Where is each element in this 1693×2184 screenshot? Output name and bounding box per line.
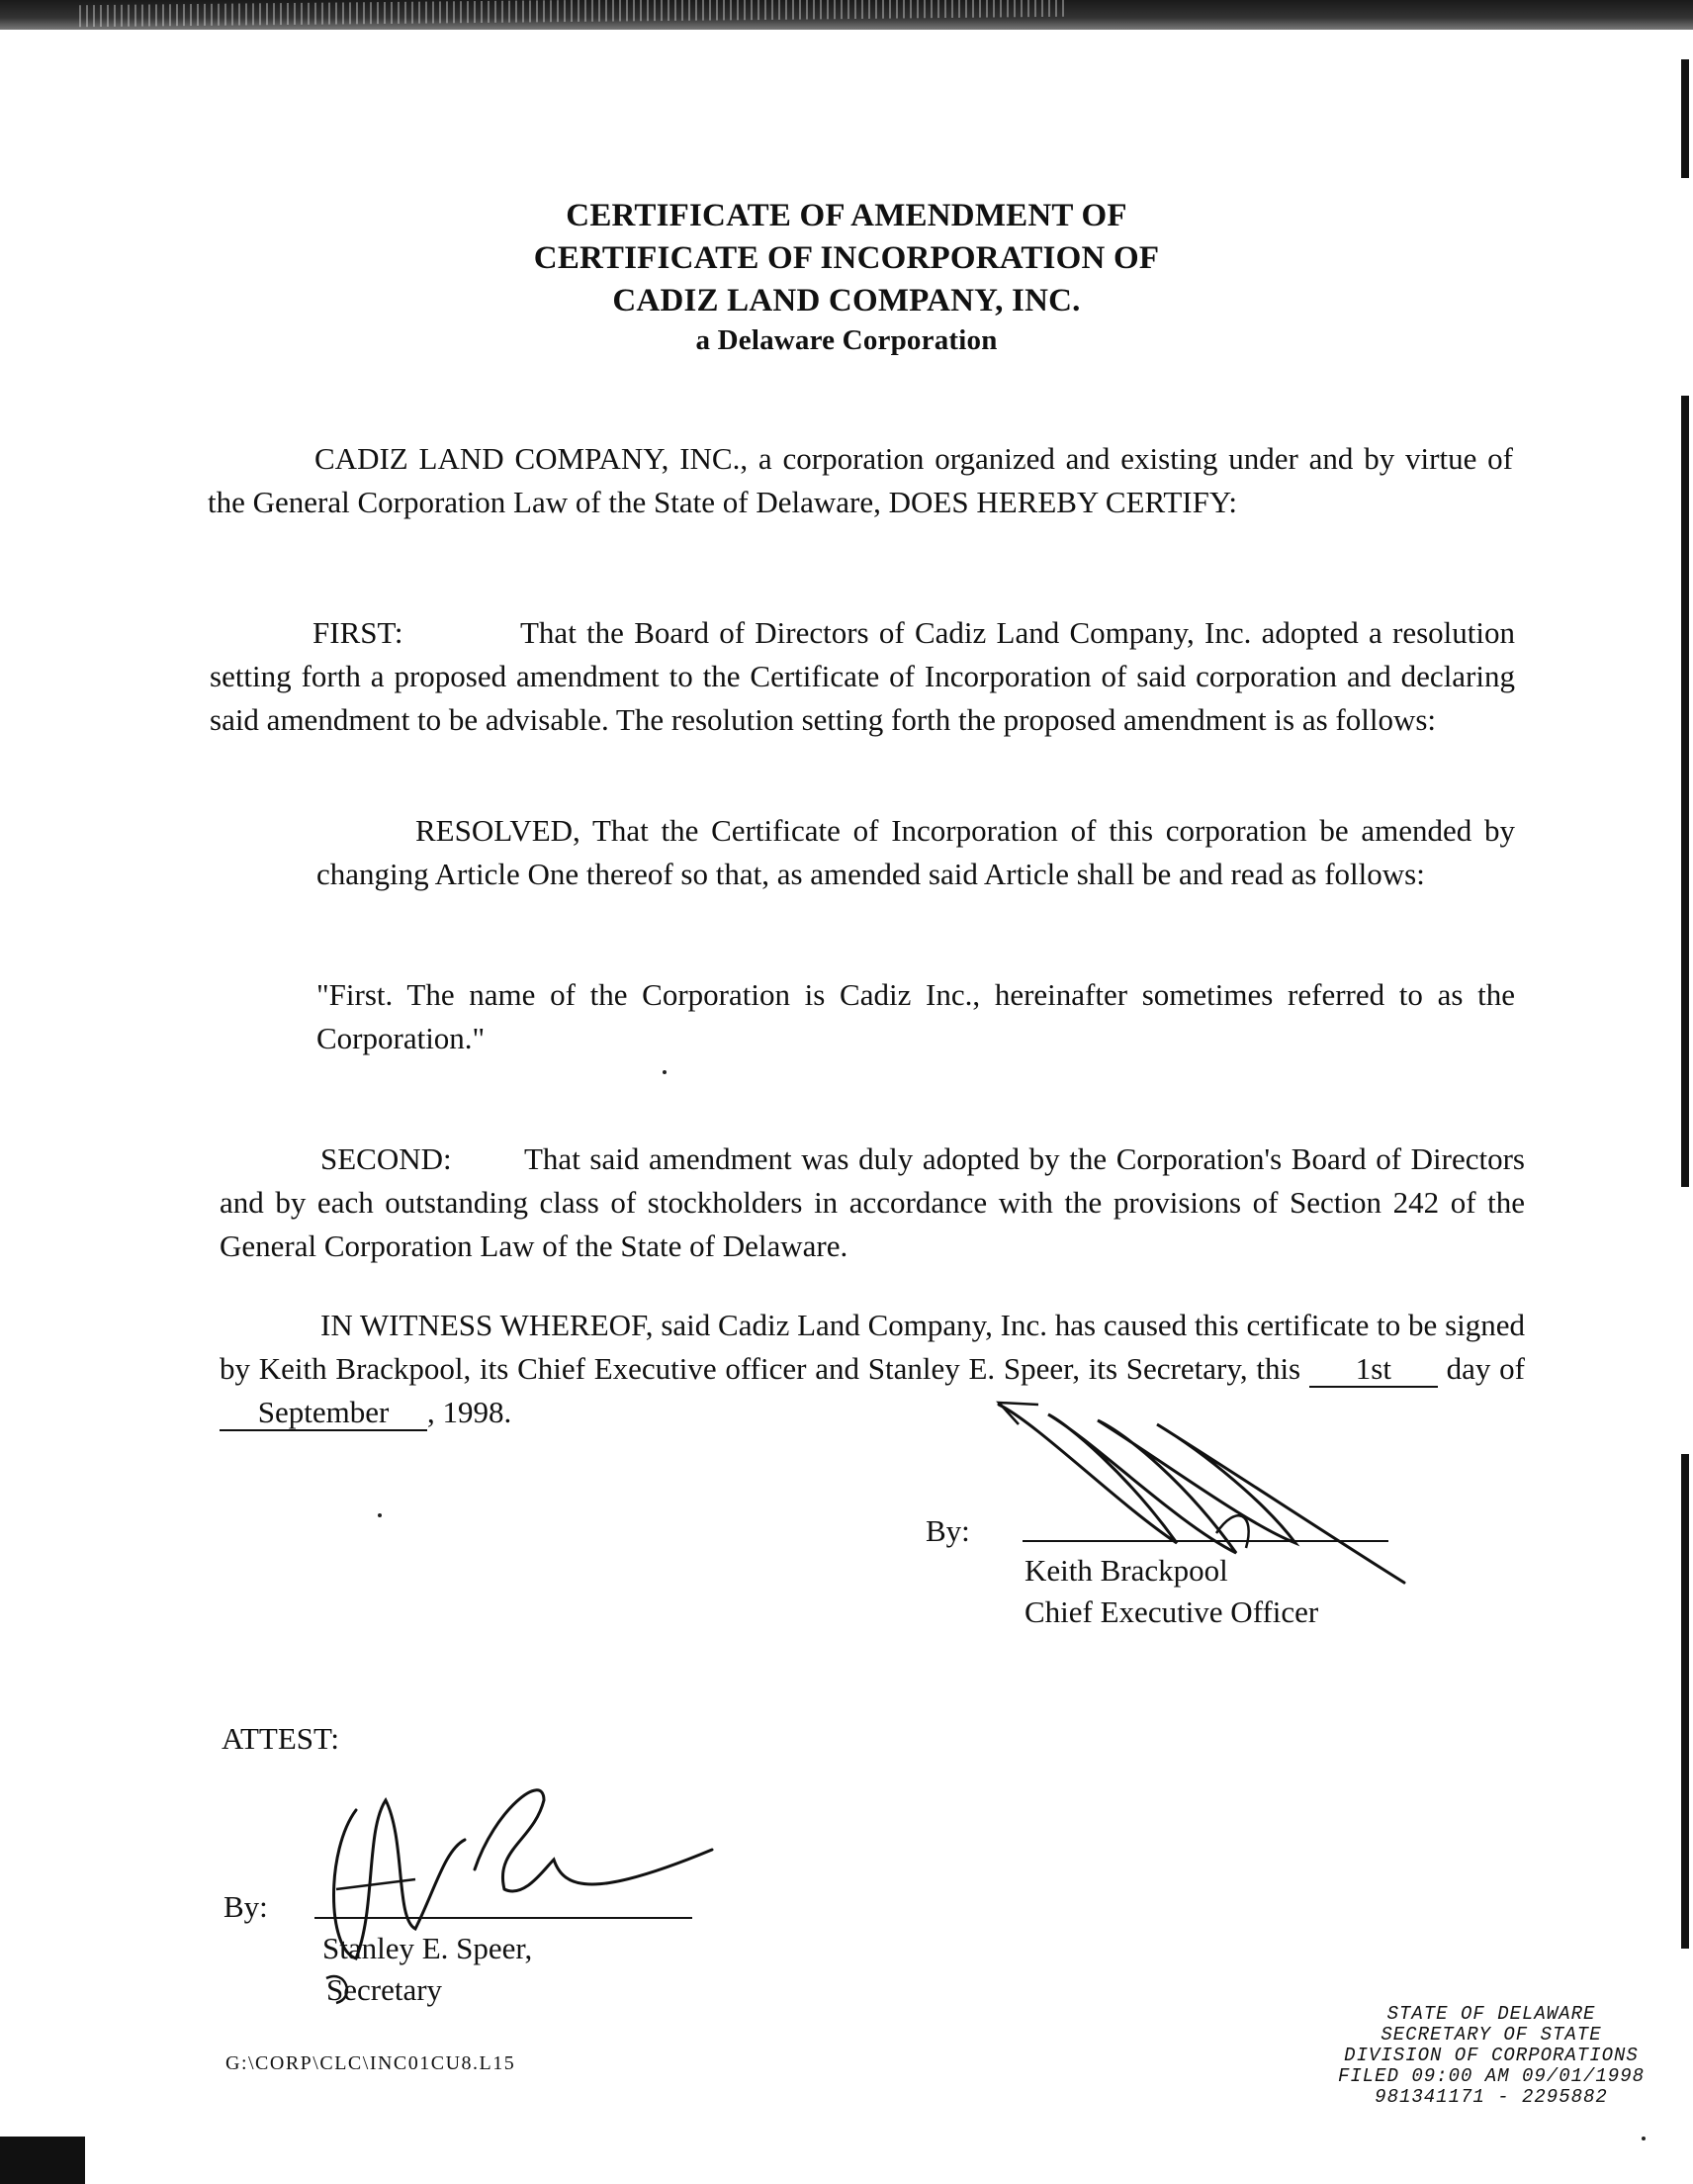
secretary-title: Secretary [326, 1972, 443, 2007]
witness-year: , 1998. [427, 1395, 512, 1429]
scan-speck [1642, 2137, 1646, 2140]
filing-stamp [1303, 2004, 1679, 2108]
ceo-title: Chief Executive Officer [1025, 1594, 1319, 1629]
first-paragraph [210, 611, 1515, 742]
first-label: FIRST: [312, 615, 403, 650]
second-label: SECOND: [320, 1141, 452, 1176]
document-title-line-3: CADIZ LAND COMPANY, INC. [612, 283, 1081, 318]
first-text: That the Board of Directors of Cadiz Land Company, Inc. adopted a resolution setting forth a proposed amendment to the Certificate of Incorporation of said corporation and declaring said amendment to be advisable. The resolution setting forth the proposed amendment is as follows: [210, 615, 1515, 737]
intro-paragraph: CADIZ LAND COMPANY, INC., a corporation organized and existing under and by virtue of the General Corporation Law of the State of Delaware, DOES HEREBY CERTIFY: [208, 441, 1513, 519]
document-file-path: G:\CORP\CLC\INC01CU8.L15 [225, 2052, 516, 2074]
stamp-line-secretary: SECRETARY OF STATE [1381, 2024, 1602, 2046]
attest-label: ATTEST: [222, 1721, 340, 1756]
scan-corner-mark [0, 2137, 85, 2184]
stamp-line-filed: FILED 09:00 AM 09/01/1998 [1337, 2065, 1646, 2087]
stamp-line-numbers: 981341171 - 2295882 [1375, 2086, 1608, 2108]
scan-speck [663, 1070, 667, 1074]
secretary-name: Stanley E. Speer, [322, 1931, 533, 1965]
scan-right-edge [1681, 59, 1689, 178]
scan-right-edge [1681, 396, 1689, 1187]
stamp-line-division: DIVISION OF CORPORATIONS [1344, 2045, 1639, 2066]
attest-by-label: By: [223, 1889, 268, 1924]
second-paragraph [220, 1138, 1525, 1268]
witness-day: 1st [1309, 1352, 1438, 1388]
witness-text: IN WITNESS WHEREOF, said Cadiz Land Company, Inc. has caused this certificate to be signed by Keith Brackpool, its Chief Executive officer and Stanley E. Speer, its Secretary, this [220, 1308, 1525, 1386]
ceo-name: Keith Brackpool [1025, 1553, 1228, 1588]
document-subtitle: a Delaware Corporation [695, 324, 998, 356]
second-text: That said amendment was duly adopted by the Corporation's Board of Directors and by each outstanding class of stockholders in accordance with the provisions of Section 242 of the General Corporation Law of the State of Delaware. [220, 1141, 1525, 1263]
resolved-paragraph: RESOLVED, That the Certificate of Incorporation of this corporation be amended by changing Article One thereof so that, as amended said Article shall be and read as follows: [316, 813, 1515, 891]
witness-day-of: day of [1446, 1351, 1525, 1386]
scan-speck [378, 1513, 382, 1517]
document-title-line-2: CERTIFICATE OF INCORPORATION OF [533, 240, 1160, 276]
article-one-quote: "First. The name of the Corporation is Cadiz Inc., hereinafter sometimes referred to as the Corporation." [316, 977, 1515, 1055]
scan-right-edge [1681, 1454, 1689, 1949]
stamp-line-state: STATE OF DELAWARE [1386, 2003, 1596, 2025]
witness-month: September [220, 1396, 427, 1431]
ceo-by-label: By: [926, 1513, 970, 1548]
document-title-line-1: CERTIFICATE OF AMENDMENT OF [566, 198, 1127, 233]
